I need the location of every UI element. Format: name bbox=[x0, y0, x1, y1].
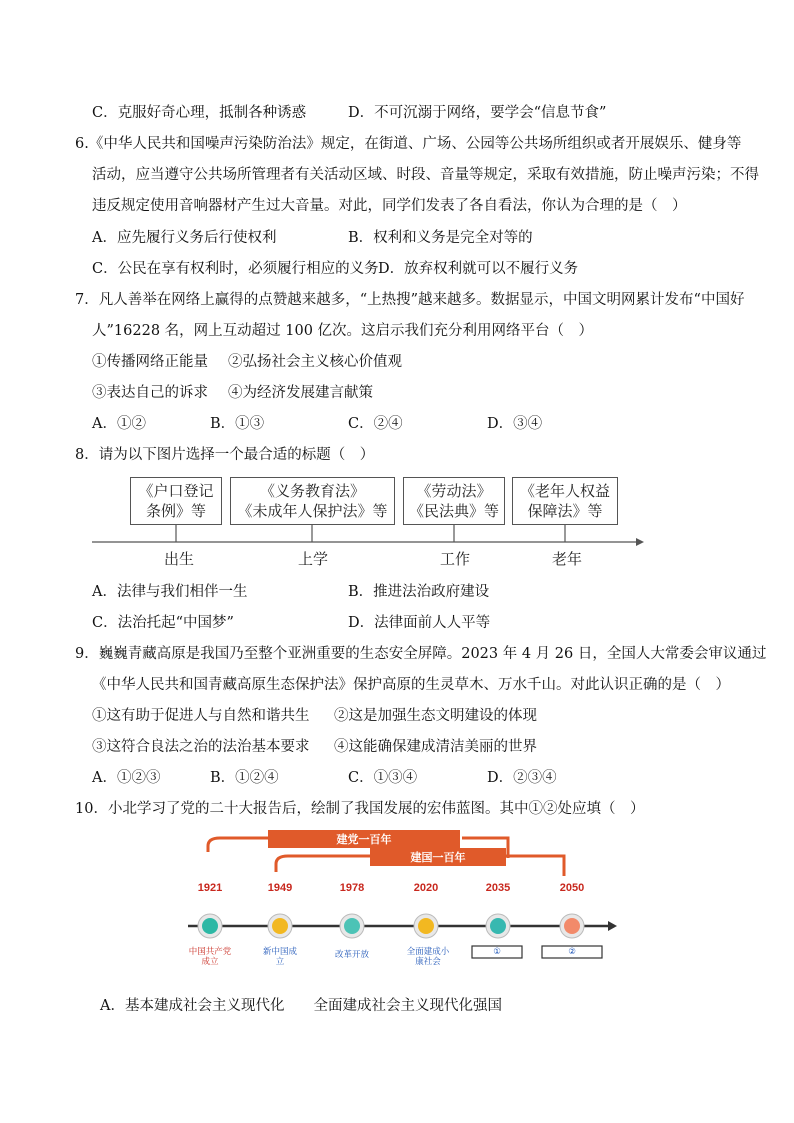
q7-statement-4: ④为经济发展建言献策 bbox=[228, 385, 373, 401]
q7-option-b: B．①③ bbox=[210, 416, 265, 432]
node-dot-1978 bbox=[344, 918, 360, 934]
q6-option-b: B．权利和义务是完全对等的 bbox=[348, 230, 533, 246]
q9-option-c: C．①③④ bbox=[348, 770, 418, 786]
nation-centenary-banner: 建国一百年 bbox=[410, 851, 466, 864]
stage-elderly: 老年 bbox=[552, 550, 583, 568]
law-box-school-line1: 《义务教育法》 bbox=[259, 482, 365, 500]
law-box-elderly-line2: 保障法》等 bbox=[527, 502, 603, 520]
q8-stem: 8．请为以下图片选择一个最合适的标题（ ） bbox=[75, 447, 375, 463]
law-box-elderly-line1: 《老年人权益 bbox=[519, 482, 610, 500]
stage-school: 上学 bbox=[298, 550, 329, 568]
q6-option-a: A．应先履行义务后行使权利 bbox=[92, 230, 277, 246]
party-centenary-banner: 建党一百年 bbox=[336, 833, 392, 846]
nation-bracket-right bbox=[506, 856, 564, 876]
q9-option-d: D．②③④ bbox=[487, 770, 557, 786]
q5-option-d: D．不可沉溺于网络，要学会“信息节食” bbox=[348, 105, 607, 121]
node-dot-2050 bbox=[564, 918, 580, 934]
nation-bracket-left bbox=[276, 856, 370, 872]
q6-option-c: C．公民在享有权利时，必须履行相应的义务 bbox=[92, 261, 379, 277]
law-box-school bbox=[230, 477, 395, 525]
timeline-arrow-icon bbox=[636, 538, 644, 546]
event-1921: 中国共产党成立 bbox=[188, 947, 232, 967]
law-box-birth bbox=[130, 477, 222, 525]
q6-stem-line1: 6.《中华人民共和国噪声污染防治法》规定，在街道、广场、公园等公共场所组织或者开展娱乐、健身等 bbox=[75, 136, 742, 152]
law-lifecycle-diagram bbox=[90, 470, 650, 570]
q10-option-a: A．基本建成社会主义现代化 全面建成社会主义现代化强国 bbox=[100, 998, 502, 1014]
q7-statement-3: ③表达自己的诉求 bbox=[92, 385, 208, 401]
q9-option-a: A．①②③ bbox=[92, 770, 161, 786]
law-box-school-line2: 《未成年人保护法》等 bbox=[237, 502, 388, 520]
law-box-birth-line2: 条例》等 bbox=[145, 502, 206, 520]
blueprint-arrow-icon bbox=[608, 921, 617, 931]
q8-option-c: C．法治托起“中国梦” bbox=[92, 615, 234, 631]
law-box-birth-line1: 《户口登记 bbox=[138, 482, 214, 500]
year-2050: 2050 bbox=[559, 882, 585, 894]
q7-statement-1: ①传播网络正能量 bbox=[92, 354, 208, 370]
law-box-work-line2: 《民法典》等 bbox=[408, 502, 499, 520]
law-box-elderly bbox=[512, 477, 618, 525]
q7-option-a: A．①② bbox=[92, 416, 146, 432]
party-bracket-left bbox=[208, 838, 268, 852]
year-1921: 1921 bbox=[197, 882, 223, 894]
q6-stem-line3: 违反规定使用音响器材产生过大音量。对此，同学们发表了各自看法，你认为合理的是（ ） bbox=[92, 198, 687, 214]
stage-birth: 出生 bbox=[164, 550, 195, 568]
q9-option-b: B．①②④ bbox=[210, 770, 279, 786]
q6-option-d: D．放弃权利就可以不履行义务 bbox=[378, 261, 579, 277]
q8-option-b: B．推进法治政府建设 bbox=[348, 584, 490, 600]
q7-option-d: D．③④ bbox=[487, 416, 543, 432]
year-2020: 2020 bbox=[413, 882, 439, 894]
event-2050-blank: ② bbox=[568, 947, 576, 957]
q7-stem-line2: 人”16228 名，网上互动超过 100 亿次。这启示我们充分利用网络平台（ ） bbox=[92, 323, 594, 339]
q7-option-c: C．②④ bbox=[348, 416, 403, 432]
event-1949: 新中国成立 bbox=[262, 947, 297, 967]
event-1978: 改革开放 bbox=[334, 950, 369, 960]
q9-statement-2: ②这是加强生态文明建设的体现 bbox=[334, 708, 537, 724]
q9-statement-4: ④这能确保建成清洁美丽的世界 bbox=[334, 739, 537, 755]
law-box-work bbox=[403, 477, 505, 525]
q10-stem: 10．小北学习了党的二十大报告后，绘制了我国发展的宏伟蓝图。其中①②处应填（ ） bbox=[75, 801, 645, 817]
node-dot-1921 bbox=[202, 918, 218, 934]
node-dot-2035 bbox=[490, 918, 506, 934]
event-2020: 全面建成小康社会 bbox=[406, 947, 450, 967]
q7-statement-2: ②弘扬社会主义核心价值观 bbox=[228, 354, 402, 370]
node-dot-2020 bbox=[418, 918, 434, 934]
q5-option-c: C．克服好奇心理，抵制各种诱惑 bbox=[92, 105, 307, 121]
stage-work: 工作 bbox=[440, 550, 471, 568]
event-2035-blank: ① bbox=[493, 947, 501, 957]
law-box-work-line1: 《劳动法》 bbox=[416, 482, 492, 500]
q8-option-a: A．法律与我们相伴一生 bbox=[92, 584, 248, 600]
development-blueprint-diagram bbox=[180, 826, 620, 976]
node-dot-1949 bbox=[272, 918, 288, 934]
q9-stem-line1: 9．巍巍青藏高原是我国乃至整个亚洲重要的生态安全屏障。2023 年 4 月 26 日，全国人大常委会审议通过 bbox=[75, 646, 767, 662]
q6-stem-line2: 活动，应当遵守公共场所管理者有关活动区域、时段、音量等规定，采取有效措施，防止噪声污染；不得 bbox=[92, 167, 759, 183]
year-1978: 1978 bbox=[339, 882, 365, 894]
year-1949: 1949 bbox=[267, 882, 293, 894]
q8-option-d: D．法律面前人人平等 bbox=[348, 615, 491, 631]
q9-statement-1: ①这有助于促进人与自然和谐共生 bbox=[92, 708, 310, 724]
year-2035: 2035 bbox=[485, 882, 511, 894]
q9-stem-line2: 《中华人民共和国青藏高原生态保护法》保护高原的生灵草木、万水千山。对此认识正确的是（ ） bbox=[92, 677, 730, 693]
q9-statement-3: ③这符合良法之治的法治基本要求 bbox=[92, 739, 310, 755]
q7-stem-line1: 7．凡人善举在网络上赢得的点赞越来越多，“上热搜”越来越多。数据显示，中国文明网累计发布“中国好 bbox=[75, 292, 745, 308]
